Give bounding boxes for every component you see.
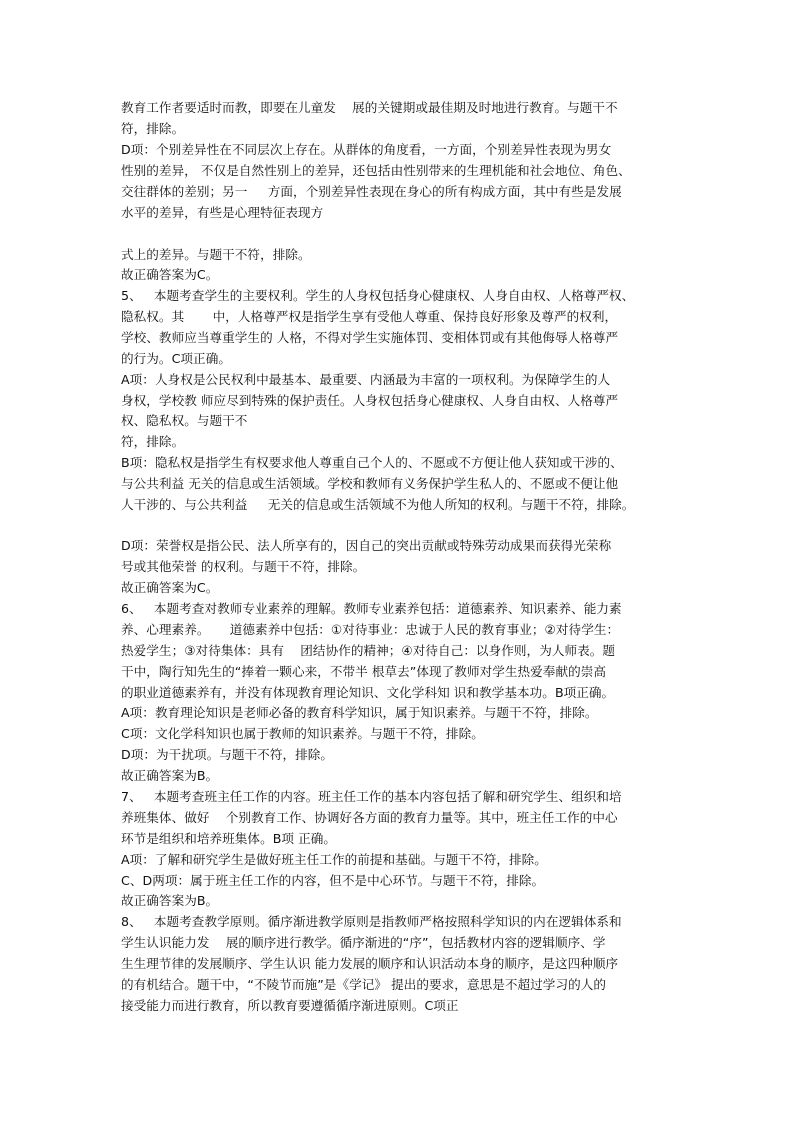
text-line: 符，排除。 bbox=[121, 121, 185, 136]
text-line: 人干涉的、与公共利益 无关的信息或生活领域不为他人所知的权利。与题干不符，排除。 bbox=[121, 497, 635, 512]
text-line: 的行为。C项正确。 bbox=[121, 351, 231, 366]
text-line: D项：个别差异性在不同层次上存在。从群体的角度看，一方面，个别差异性表现为男女 bbox=[121, 142, 612, 157]
text-line: 热爱学生；③对待集体：具有 团结协作的精神；④对待自己：以身作则，为人师表。题 bbox=[121, 643, 616, 658]
question-heading: 7、 本题考查班主任工作的内容。班主任工作的基本内容包括了解和研究学生、组织和培 bbox=[121, 789, 622, 804]
answer-line: 故正确答案为C。 bbox=[121, 580, 219, 595]
text-line: 式上的差异。与题干不符，排除。 bbox=[121, 247, 311, 262]
text-line: 符，排除。 bbox=[121, 434, 185, 449]
text-line: B项：隐私权是指学生有权要求他人尊重自己个人的、不愿或不方便让他人获知或干涉的、 bbox=[121, 455, 623, 470]
text-line: 养、心理素养。 道德素养中包括：①对待事业：忠诚于人民的教育事业；②对待学生： bbox=[121, 622, 620, 637]
text-line: A项：教育理论知识是老师必备的教育科学知识，属于知识素养。与题干不符，排除。 bbox=[121, 705, 598, 720]
answer-line: 故正确答案为B。 bbox=[121, 768, 219, 783]
text-line: A项：了解和研究学生是做好班主任工作的前提和基础。与题干不符，排除。 bbox=[121, 852, 547, 867]
text-line: 的职业道德素养有，并没有体现教育理论知识、文化学科知 识和教学基本功。B项正确。 bbox=[121, 685, 615, 700]
text-line: 生生理节律的发展顺序、学生认识 能力发展的顺序和认识活动本身的顺序，是这四种顺序 bbox=[121, 956, 619, 971]
text-line: 的有机结合。题干中，“不陵节而施”是《学记》 提出的要求，意思是不超过学习的人的 bbox=[121, 977, 607, 992]
text-line: D项：荣誉权是指公民、法人所享有的，因自己的突出贡献或特殊劳动成果而获得光荣称 bbox=[121, 538, 612, 553]
answer-line: 故正确答案为C。 bbox=[121, 267, 219, 282]
question-heading: 8、 本题考查教学原则。循序渐进教学原则是指教师严格按照科学知识的内在逻辑体系和 bbox=[121, 914, 622, 929]
text-line: 养班集体、做好 个别教育工作、协调好各方面的教育力量等。其中，班主任工作的中心 bbox=[121, 810, 618, 825]
text-line: 性别的差异， 不仅是自然性别上的差异，还包括由性别带来的生理机能和社会地位、角色、 bbox=[121, 163, 631, 178]
text-line: 学生认识能力发 展的顺序进行教学。循序渐进的“序”，包括教材内容的逻辑顺序、学 bbox=[121, 935, 606, 950]
text-line: D项：为干扰项。与题干不符，排除。 bbox=[121, 747, 334, 762]
text-line: 干中，陶行知先生的“捧着一颗心来，不带半 根草去”体现了教师对学生热爱奉献的崇高 bbox=[121, 664, 607, 679]
text-line: 身权，学校教 师应尽到特殊的保护责任。人身权包括身心健康权、人身自由权、人格尊严 bbox=[121, 393, 619, 408]
text-line: 学校、教师应当尊重学生的 人格，不得对学生实施体罚、变相体罚或有其他侮辱人格尊严 bbox=[121, 330, 619, 345]
text-line: 与公共利益 无关的信息或生活领域。学校和教师有义务保护学生私人的、不愿或不便让他 bbox=[121, 476, 619, 491]
question-heading: 6、 本题考查对教师专业素养的理解。教师专业素养包括：道德素养、知识素养、能力素 bbox=[121, 601, 622, 616]
text-line: C、D两项：属于班主任工作的内容，但不是中心环节。与题干不符，排除。 bbox=[121, 873, 545, 888]
text-line: 号或其他荣誉 的权利。与题干不符，排除。 bbox=[121, 559, 366, 574]
text-line: A项：人身权是公民权利中最基本、最重要、内涵最为丰富的一项权利。为保障学生的人 bbox=[121, 372, 611, 387]
text-line: 教育工作者要适时而教，即要在儿童发 展的关键期或最佳期及时地进行教育。与题干不 bbox=[121, 100, 618, 115]
text-line: 接受能力而进行教育，所以教育要遵循循序渐进原则。C项正 bbox=[121, 998, 459, 1013]
text-line: 交往群体的差别；另一 方面，个别差异性表现在身心的所有构成方面，其中有些是发展 bbox=[121, 184, 622, 199]
text-line: 隐私权。其 中，人格尊严权是指学生享有受他人尊重、保持良好形象及尊严的权利， bbox=[121, 309, 618, 324]
answer-line: 故正确答案为B。 bbox=[121, 893, 219, 908]
text-line: 权、隐私权。与题干不 bbox=[121, 413, 248, 428]
text-line: 水平的差异，有些是心理特征表现方 bbox=[121, 205, 324, 220]
text-line: C项：文化学科知识也属于教师的知识素养。与题干不符，排除。 bbox=[121, 726, 484, 741]
question-heading: 5、 本题考查学生的主要权利。学生的人身权包括身心健康权、人身自由权、人格尊严权、 bbox=[121, 288, 635, 303]
text-line: 环节是组织和培养班集体。B项 正确。 bbox=[121, 831, 337, 846]
